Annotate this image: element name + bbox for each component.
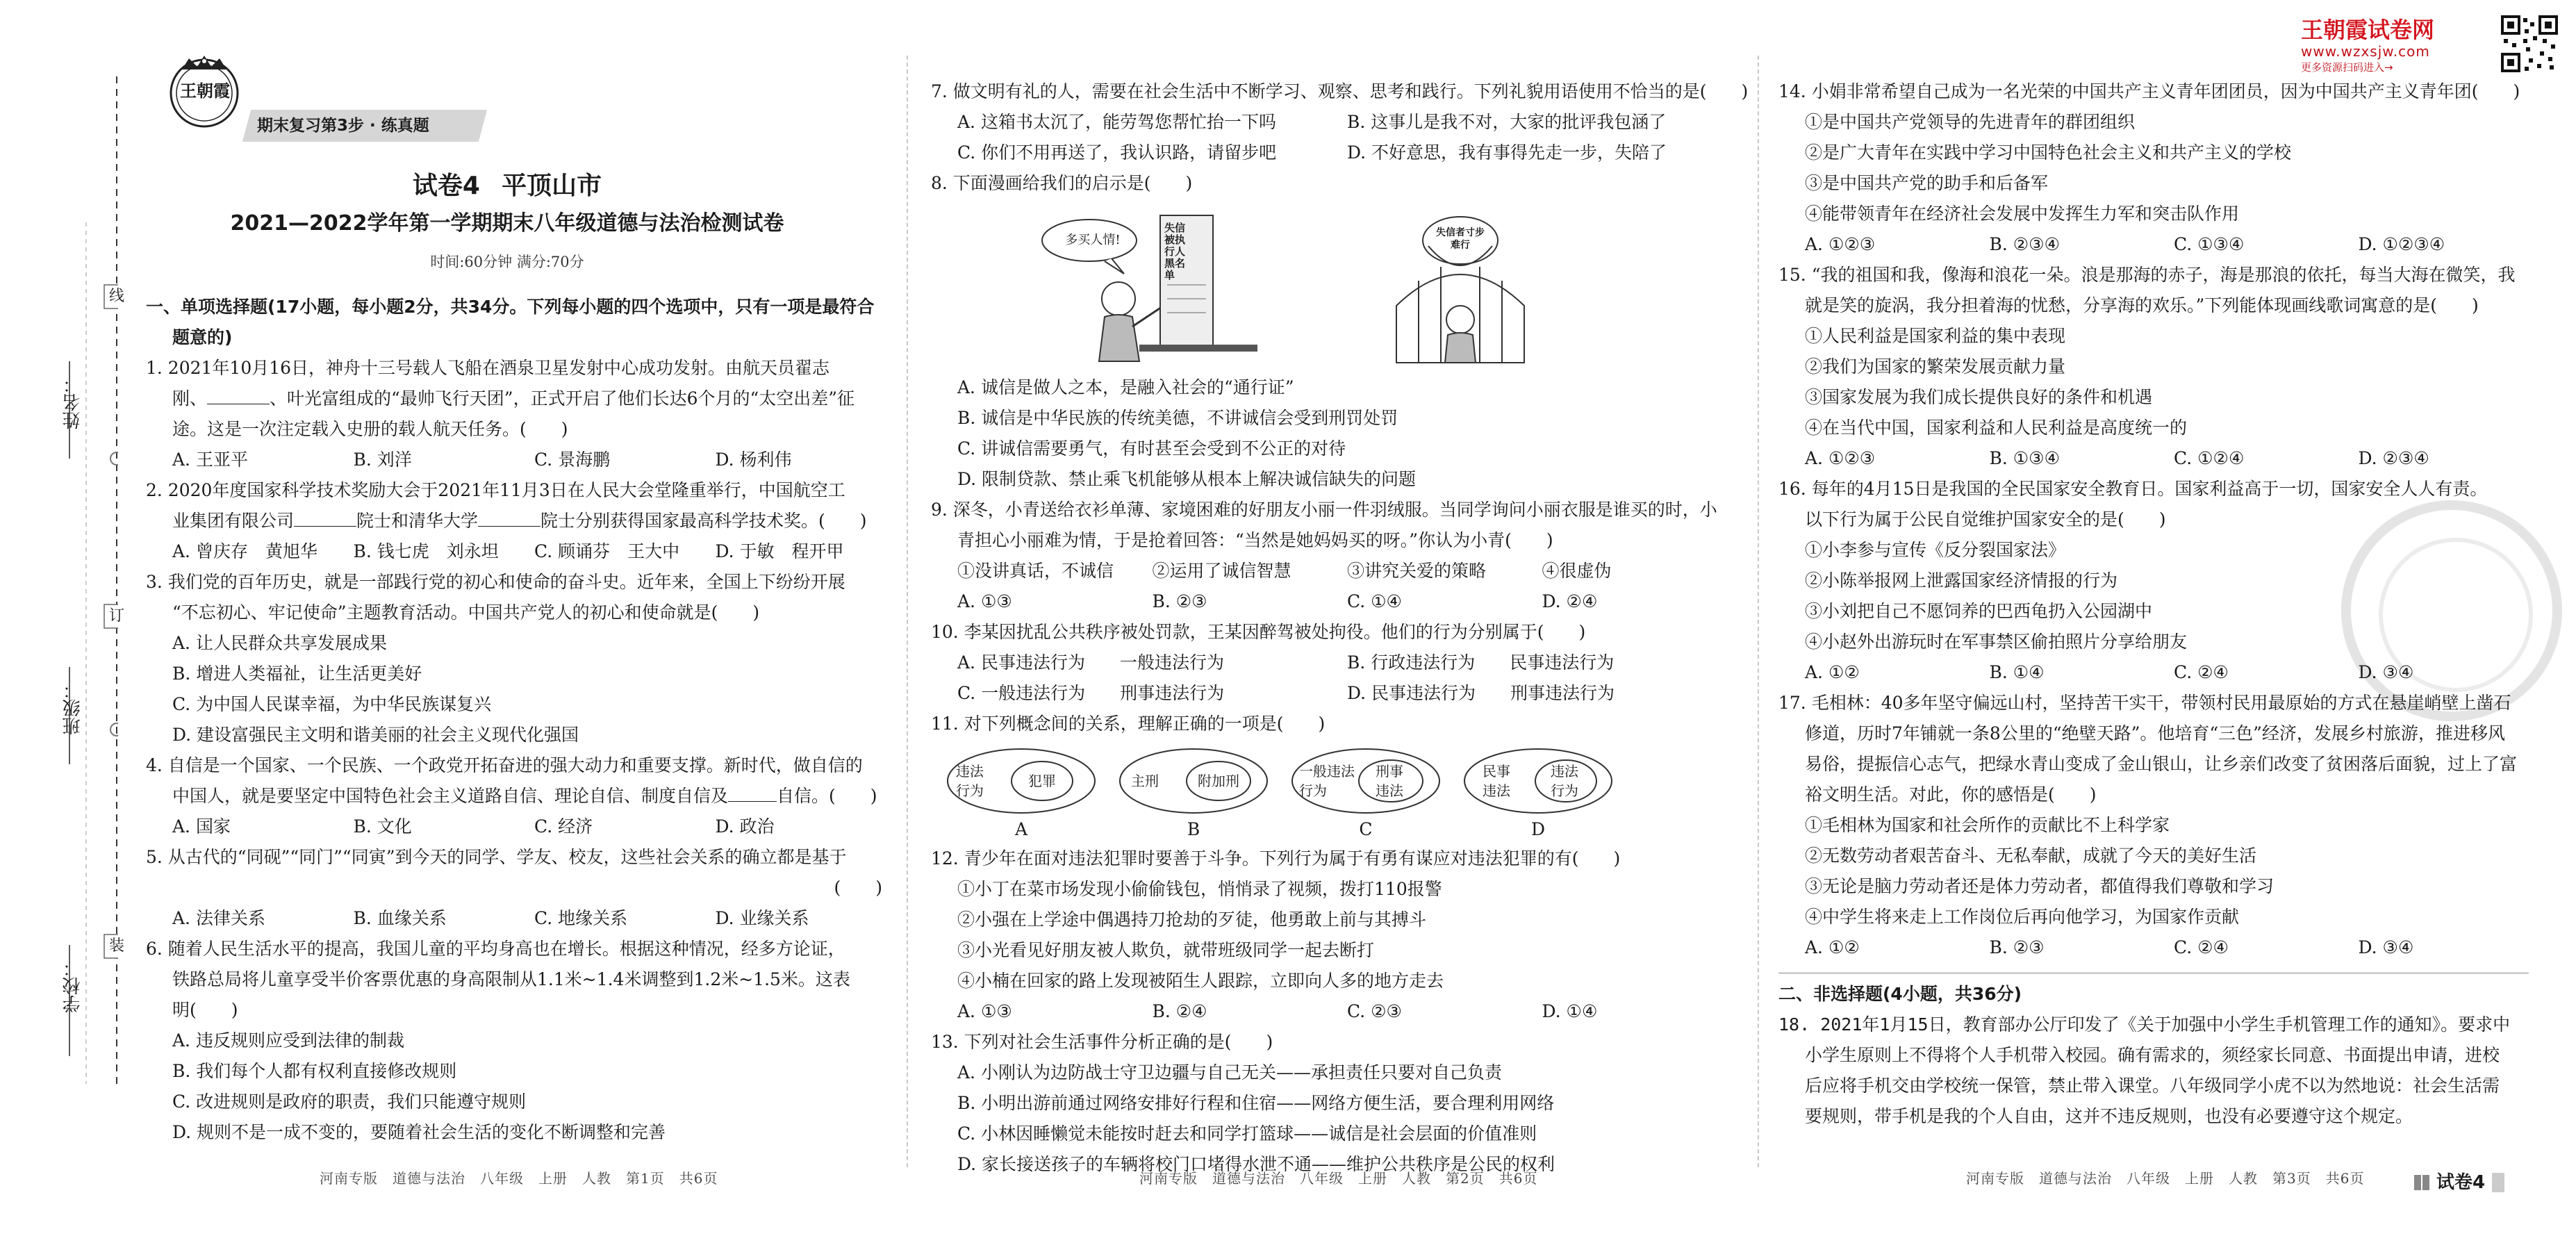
paper-number: 试卷4 (412, 172, 480, 200)
answer-blank[interactable] (728, 786, 777, 802)
q16-line: 16. 每年的4月15日是我国的全民国家安全教育日。国家利益高于一切，国家安全人人有责。 (1778, 479, 2488, 499)
badge-text: 试卷4 (2436, 1172, 2486, 1193)
cartoon-dishonest-person (1035, 201, 1257, 368)
statement-item: ①小丁在菜市场发现小偷偷钱包，悄悄录了视频，拨打110报警 (957, 879, 1442, 899)
option-a[interactable]: A. ①③ (957, 591, 1012, 611)
option-c[interactable]: C. 改进规则是政府的职责，我们只能遵守规则 (172, 1092, 527, 1112)
q6-line: 明( ) (172, 1000, 238, 1020)
statement-item: ②无数劳动者艰苦奋斗、无私奉献，成就了今天的美好生活 (1805, 846, 2257, 866)
column-separator (1758, 56, 1759, 1167)
option-d[interactable]: D. 家长接送孩子的车辆将校门口堵得水泄不通——维护公共秩序是公民的权利 (957, 1154, 1555, 1174)
option-b[interactable]: B. 小明出游前通过网络安排好行程和住宿——网络方便生活，要合理利用网络 (957, 1093, 1555, 1113)
option-a[interactable]: A. 民事违法行为 一般违法行为 (957, 652, 1224, 673)
answer-blank[interactable] (294, 511, 356, 527)
diagram-b[interactable] (1117, 746, 1270, 843)
statement-item: ②小强在上学途中偶遇持刀抢劫的歹徒，他勇敢上前与其搏斗 (957, 909, 1427, 930)
option-b[interactable]: B. 行政违法行为 民事违法行为 (1347, 652, 1615, 673)
option-d[interactable]: D. ③④ (2358, 662, 2414, 682)
q2-line: 2. 2020年度国家科学技术奖励大会于2021年11月3日在人民大会堂隆重举行，中国航空工 (146, 480, 845, 500)
option-d[interactable]: D. 规则不是一成不变的，要随着社会生活的变化不断调整和完善 (172, 1122, 666, 1142)
option-d[interactable]: D. 业缘关系 (715, 908, 809, 928)
option-b[interactable]: B. ②④ (1152, 1001, 1207, 1021)
step-label: 期末复习第3步 · 练真题 (257, 117, 429, 135)
q16-options (1778, 657, 2543, 688)
page-1-content (146, 292, 896, 1148)
binding-char-3: 装 (108, 937, 124, 955)
diagram-label: B (1187, 819, 1200, 839)
statement-item: ④小赵外出游玩时在军事禁区偷拍照片分享给朋友 (1805, 632, 2188, 652)
q4-options (146, 812, 896, 842)
option-a[interactable]: A. ①③ (957, 1001, 1012, 1021)
question-9 (931, 495, 1737, 617)
diagram-inner-label: 违法行为 (1551, 763, 1578, 799)
option-d[interactable]: D. ①④ (1542, 1001, 1598, 1021)
brand-name: 王朝霞试卷网 (2301, 17, 2435, 43)
q8-cartoons (931, 201, 1737, 368)
column-separator (907, 56, 908, 1167)
cartoon-speech-text: 多买人情! (1065, 233, 1121, 247)
statement-item: ①没讲真话，不诚信 (957, 561, 1114, 581)
statement-item: ③国家发展为我们成长提供良好的条件和机遇 (1805, 387, 2153, 407)
question-1 (146, 353, 896, 475)
answer-blank[interactable] (478, 511, 540, 527)
option-c[interactable]: C. ①④ (1347, 591, 1402, 611)
option-d[interactable]: D. ②③④ (2358, 448, 2429, 468)
q4-line: 中国人，就是要坚定中国特色社会主义道路自信、理论自信、制度自信及 自信。( ) (172, 786, 877, 806)
badge-squares-icon (2414, 1175, 2429, 1190)
option-a[interactable]: A. 国家 (172, 816, 231, 837)
statement-item: ③讲究关爱的策略 (1347, 561, 1487, 581)
statement-item: ②我们为国家的繁荣发展贡献力量 (1805, 356, 2066, 377)
q18-line: 要规则，带手机是我的个人自由，这并不违反规则，也没有必要遵守这个规定。 (1805, 1106, 2413, 1126)
option-d[interactable]: D. 于敏 程开甲 (715, 541, 844, 561)
option-c[interactable]: C. 小林因睡懒觉未能按时赶去和同学打篮球——诚信是社会层面的价值准则 (957, 1123, 1537, 1144)
option-c[interactable]: C. 一般违法行为 刑事违法行为 (957, 683, 1225, 703)
option-a[interactable]: A. ①② (1805, 662, 1860, 682)
option-c[interactable]: C. 地缘关系 (534, 908, 628, 928)
q13-line: 13. 下列对社会生活事件分析正确的是( ) (931, 1032, 1273, 1052)
q17-line: 修道，历时7年铺就一条8公里的“绝壁天路”。他培育“三色”经济，发展乡村旅游，推进移风 (1805, 723, 2505, 743)
option-a[interactable]: A. 小刚认为边防战士守卫边疆与自己无关——承担责任只要对自己负责 (957, 1062, 1502, 1083)
statement-item: ①小李参与宣传《反分裂国家法》 (1805, 540, 2066, 560)
q2-options (146, 536, 896, 567)
q4-line: 4. 自信是一个国家、一个民族、一个政党开拓奋进的强大动力和重要支撑。新时代，做自信的 (146, 755, 863, 775)
q11-diagrams (931, 746, 1737, 843)
q6-line: 6. 随着人民生活水平的提高，我国儿童的平均身高也在增长。根据这种情况，经多方论证， (146, 939, 845, 959)
option-c[interactable]: C. 你们不用再送了，我认识路，请留步吧 (957, 142, 1277, 163)
q9-options (931, 586, 1737, 617)
q8-line: 8. 下面漫画给我们的启示是( ) (931, 173, 1193, 193)
option-c[interactable]: C. ①②④ (2174, 448, 2245, 468)
option-d[interactable]: D. 不好意思，我有事得先走一步，失陪了 (1347, 142, 1667, 163)
option-c[interactable]: C. ②④ (2174, 937, 2229, 957)
diagram-a[interactable] (945, 746, 1098, 843)
page-2-footer: 河南专版 道德与法治 八年级 上册 人教 第2页 共6页 (1139, 1170, 1538, 1187)
cartoon-sign-text: 失信者寸步难行 (1436, 227, 1485, 251)
q7-options (931, 107, 1737, 138)
statement-item: ③小光看见好朋友被人欺负，就带班级同学一起去断打 (957, 940, 1375, 960)
q1-line: 1. 2021年10月16日，神舟十三号载人飞船在酒泉卫星发射中心成功发射。由航天员翟志 (146, 358, 830, 378)
question-11 (931, 709, 1737, 843)
school-label: 学校： (63, 959, 83, 1013)
question-14 (1778, 76, 2543, 260)
diagram-outer-label: 主刑 (1131, 773, 1159, 789)
option-a[interactable]: A. 违反规则应受到法律的制裁 (172, 1030, 404, 1051)
option-c[interactable]: C. ②④ (2174, 662, 2229, 682)
diagram-c[interactable] (1289, 746, 1442, 843)
question-10 (931, 617, 1737, 709)
question-4 (146, 750, 896, 842)
q17-line: 17. 毛相林：40多年坚守偏远山村，坚持苦干实干，带领村民用最原始的方式在悬崖峭壁上凿石 (1778, 693, 2511, 713)
paper-title: 2021—2022学年第一学期期末八年级道德与法治检测试卷 (230, 211, 784, 236)
q17-options (1778, 932, 2543, 963)
q1-options (146, 445, 896, 475)
name-label: 姓名： (63, 375, 83, 429)
q2-line: 业集团有限公司 院士和清华大学 院士分别获得国家最高科学技术奖。( ) (172, 511, 867, 531)
option-a[interactable]: A. 曾庆存 黄旭华 (172, 541, 317, 561)
option-b[interactable]: B. 这事儿是我不对，大家的批评我包涵了 (1347, 112, 1667, 132)
option-b[interactable]: B. 钱七虎 刘永坦 (353, 541, 499, 561)
diagram-inner-label: 附加刑 (1198, 773, 1239, 789)
option-c[interactable]: C. ②③ (1347, 1001, 1402, 1021)
brand-tagline: 更多资源扫码进入→ (2301, 61, 2393, 74)
q6-line: 铁路总局将儿童享受半价客票优惠的身高限制从1.1米~1.4米调整到1.2米~1.5米。这表 (172, 969, 850, 989)
statement-item: ③小刘把自己不愿饲养的巴西龟扔入公园湖中 (1805, 601, 2153, 621)
question-12 (931, 843, 1737, 1027)
option-b[interactable]: B. ①④ (1989, 662, 2045, 682)
q1-line: 刚、 、叶光富组成的“最帅飞行天团”，正式开启了他们长达6个月的“太空出差”征 (172, 388, 855, 409)
option-a[interactable]: A. ①②③ (1805, 234, 1876, 254)
question-13 (931, 1027, 1737, 1180)
option-d[interactable]: D. 政治 (715, 816, 775, 837)
statement-item: ①毛相林为国家和社会所作的贡献比不上科学家 (1805, 815, 2170, 835)
diagram-label: A (1014, 819, 1028, 839)
q15-line: 就是笑的旋涡，我分担着海的忧愁，分享海的欢乐。”下列能体现画线歌词寓意的是( ) (1805, 295, 2479, 315)
diagram-outer-label: 违法行为 (956, 763, 984, 799)
q18-line: 后应将手机交由学校统一保管，禁止带入课堂。八年级同学小虎不以为然地说：社会生活需 (1805, 1076, 2500, 1096)
option-b[interactable]: B. ②③ (1989, 937, 2045, 957)
option-b[interactable]: B. 我们每个人都有权利直接修改规则 (172, 1061, 457, 1081)
question-8 (931, 168, 1737, 495)
option-a[interactable]: A. ①②③ (1805, 448, 1876, 468)
paper-city: 平顶山市 (502, 172, 602, 200)
q1-line: 途。这是一次注定载入史册的载人航天任务。( ) (172, 419, 568, 439)
option-c[interactable]: C. 为中国人民谋幸福，为中华民族谋复兴 (172, 694, 492, 714)
option-a[interactable]: A. 让人民群众共享发展成果 (172, 633, 387, 653)
q9-items (931, 556, 1737, 586)
option-a[interactable]: A. 王亚平 (172, 450, 248, 470)
statement-item: ④很虚伪 (1542, 561, 1612, 581)
option-d[interactable]: D. ③④ (2358, 937, 2414, 957)
option-b[interactable]: B. 增进人类福祉，让生活更美好 (172, 664, 422, 684)
option-c[interactable]: C. 景海鹏 (534, 450, 611, 470)
option-d[interactable]: D. 限制贷款、禁止乘飞机能够从根本上解决诚信缺失的问题 (957, 469, 1417, 489)
page-2 (931, 0, 1749, 1243)
option-b[interactable]: B. 血缘关系 (353, 908, 447, 928)
time-score: 时间:60分钟 满分:70分 (430, 254, 584, 270)
option-a[interactable]: A. 诚信是做人之本，是融入社会的“通行证” (957, 377, 1294, 397)
q5-options (146, 903, 896, 934)
q7-options (931, 138, 1737, 168)
statement-item: ①人民利益是国家利益的集中表现 (1805, 326, 2066, 346)
option-d[interactable]: D. 民事违法行为 刑事违法行为 (1347, 683, 1615, 703)
diagram-inner-label: 犯罪 (1028, 773, 1056, 789)
diagram-label: D (1530, 819, 1546, 839)
question-2 (146, 475, 896, 567)
q10-line: 10. 李某因扰乱公共秩序被处罚款，王某因醉驾被处拘役。他们的行为分别属于( ) (931, 622, 1586, 642)
page-3-footer: 河南专版 道德与法治 八年级 上册 人教 第3页 共6页 (1966, 1170, 2365, 1187)
q11-line: 11. 对下列概念间的关系，理解正确的一项是( ) (931, 714, 1326, 734)
page-1 (125, 0, 889, 1243)
q9-line: 青担心小丽难为情，于是抢着回答：“当然是她妈妈买的呀。”你认为小青( ) (957, 530, 1553, 550)
option-b[interactable]: B. ②③④ (1989, 234, 2061, 254)
answer-blank[interactable] (207, 388, 270, 404)
q7-line: 7. 做文明有礼的人，需要在社会生活中不断学习、观察、思考和践行。下列礼貌用语使用不恰当的是( ) (931, 81, 1749, 101)
page-1-footer: 河南专版 道德与法治 八年级 上册 人教 第1页 共6页 (320, 1170, 718, 1187)
statement-item: ①是中国共产党领导的先进青年的群团组织 (1805, 112, 2136, 132)
diagram-d[interactable] (1462, 746, 1615, 843)
q18-line: 18. 2021年1月15日，教育部办公厅印发了《关于加强中小学生手机管理工作的通知》。要求中 (1778, 1014, 2511, 1035)
diagram-outer-label: 民事违法 (1483, 763, 1510, 799)
question-18 (1778, 1010, 2543, 1132)
class-label: 班级： (63, 681, 83, 735)
question-5 (146, 842, 896, 934)
cartoon-sign-text: 失信被执行人黑名单 (1164, 222, 1186, 281)
q5-line: ( ) (834, 878, 882, 898)
diagram-outer-label: 一般违法行为 (1299, 763, 1355, 799)
q10-options (931, 648, 1737, 678)
q16-line: 以下行为属于公民自觉维护国家安全的是( ) (1805, 509, 2166, 529)
question-16 (1778, 474, 2543, 688)
brand-url[interactable]: www.wzxsjw.com (2301, 43, 2430, 60)
q3-line: 3. 我们党的百年历史，就是一部践行党的初心和使命的奋斗史。近年来，全国上下纷纷开展 (146, 572, 845, 592)
statement-item: ②运用了诚信智慧 (1152, 561, 1291, 581)
question-15 (1778, 260, 2543, 474)
q3-line: “不忘初心、牢记使命”主题教育活动。中国共产党人的初心和使命就是( ) (172, 602, 760, 623)
q14-line: 14. 小娟非常希望自己成为一名光荣的中国共产主义青年团团员，因为中国共产主义青年团( ) (1778, 81, 2520, 101)
page-3-content (1778, 76, 2543, 1132)
q15-line: 15. “我的祖国和我，像海和浪花一朵。浪是那海的赤子，海是那浪的依托，每当大海在微笑，我 (1778, 265, 2516, 285)
binding-margin (0, 0, 118, 1243)
option-b[interactable]: B. ①③④ (1989, 448, 2061, 468)
logo-text: 王朝霞 (180, 81, 230, 101)
paper-title-line (125, 170, 889, 203)
statement-item: ④能带领青年在经济社会发展中发挥生力军和突击队作用 (1805, 204, 2240, 224)
binding-char-1: 线 (108, 288, 124, 305)
question-6 (146, 934, 896, 1148)
question-17 (1778, 688, 2543, 963)
option-b[interactable]: B. 文化 (353, 816, 412, 837)
paper-badge (2414, 1171, 2504, 1194)
q12-line: 12. 青少年在面对违法犯罪时要善于斗争。下列行为属于有勇有谋应对违法犯罪的有( ) (931, 848, 1621, 869)
option-b[interactable]: B. ②③ (1152, 591, 1207, 611)
q17-line: 易俗，提振信心志气，把绿水青山变成了金山银山，让乡亲们改变了贫困落后面貌，过上了富 (1805, 754, 2518, 774)
q14-options (1778, 229, 2543, 260)
option-c[interactable]: C. 顾诵芬 王大中 (534, 541, 680, 561)
q17-line: 裕文明生活。对此，你的感悟是( ) (1805, 784, 2097, 805)
page-3 (1778, 0, 2543, 1243)
statement-item: ③无论是脑力劳动者还是体力劳动者，都值得我们尊敬和学习 (1805, 876, 2274, 896)
section-1-heading-cont: 题意的) (172, 327, 233, 347)
option-b[interactable]: B. 诚信是中华民族的传统美德，不讲诚信会受到刑罚处罚 (957, 408, 1398, 428)
section-2-heading: 二、非选择题(4小题，共36分) (1778, 984, 2022, 1004)
q10-options (931, 678, 1737, 709)
diagram-label: C (1359, 819, 1373, 839)
option-b[interactable]: B. 刘洋 (353, 450, 412, 470)
option-d[interactable]: D. ①②③④ (2358, 234, 2445, 254)
diagram-inner-label: 刑事违法 (1376, 763, 1403, 799)
q15-options (1778, 443, 2543, 474)
binding-char-2: 订 (108, 607, 124, 625)
q12-options (931, 996, 1737, 1027)
statement-item: ④小楠在回家的路上发现被陌生人跟踪，立即向人多的地方走去 (957, 971, 1444, 991)
section-1-heading: 一、单项选择题(17小题，每小题2分，共34分。下列每小题的四个选项中，只有一项是最符合 (146, 297, 875, 317)
option-d[interactable]: D. ②④ (1542, 591, 1598, 611)
question-3 (146, 567, 896, 750)
q18-line: 小学生原则上不得将个人手机带入校园。确有需求的，须经家长同意、书面提出申请，进校 (1805, 1045, 2500, 1065)
option-a[interactable]: A. ①② (1805, 937, 1860, 957)
badge-bar (2492, 1173, 2504, 1192)
option-a[interactable]: A. 这箱书太沉了，能劳驾您帮忙抬一下吗 (957, 112, 1276, 132)
option-c[interactable]: C. 讲诚信需要勇气，有时甚至会受到不公正的对待 (957, 438, 1346, 459)
option-c[interactable]: C. 经济 (534, 816, 593, 837)
q5-line: 5. 从古代的“同砚”“同门”“同寅”到今天的同学、学友、校友，这些社会关系的确立都是基于 (146, 847, 847, 867)
statement-item: ②是广大青年在实践中学习中国特色社会主义和共产主义的学校 (1805, 142, 2292, 163)
page-2-content (931, 76, 1749, 1180)
option-d[interactable]: D. 杨利伟 (715, 450, 792, 470)
question-7 (931, 76, 1749, 168)
statement-item: ④在当代中国，国家利益和人民利益是高度统一的 (1805, 418, 2188, 438)
option-a[interactable]: A. 法律关系 (172, 908, 265, 928)
q9-line: 9. 深冬，小青送给衣衫单薄、家境困难的好朋友小丽一件羽绒服。当同学询问小丽衣服是谁买的时，小 (931, 500, 1717, 520)
statement-item: ③是中国共产党的助手和后备军 (1805, 173, 2049, 193)
option-c[interactable]: C. ①③④ (2174, 234, 2245, 254)
statement-item: ④中学生将来走上工作岗位后再向他学习，为国家作贡献 (1805, 907, 2240, 927)
statement-item: ②小陈举报网上泄露国家经济情报的行为 (1805, 570, 2118, 591)
option-d[interactable]: D. 建设富强民主文明和谐美丽的社会主义现代化强国 (172, 725, 579, 745)
